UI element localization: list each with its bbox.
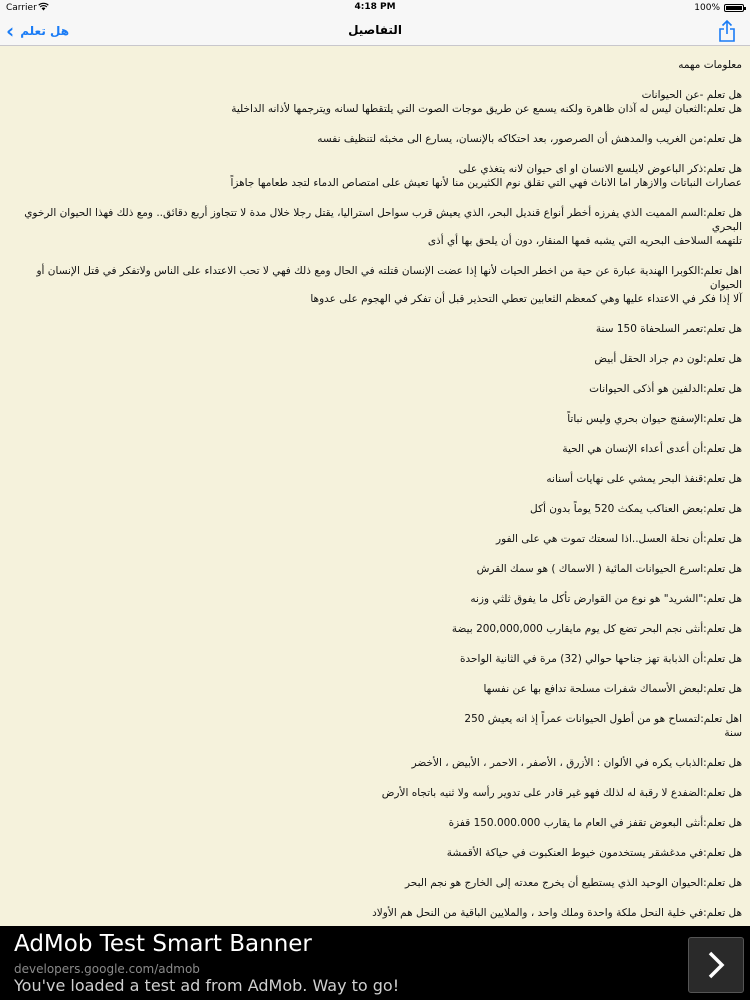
fact-paragraph: هل تعلم:أن نحلة العسل..اذا لسعتك تموت هي على الفور [496,533,742,545]
clock: 4:18 PM [354,2,396,12]
fact-paragraph: اهل تعلم:لتمساح هو من أطول الحيوانات عمراً إذ انه يعيش 250 سنة [464,713,742,739]
fact-paragraph: اهل تعلم:الكوبرا الهندية عبارة عن حية من اخطر الحيات لأنها إذا عضت الإنسان قتلته في الحال ومع ذلك فهي لا تحب الاعتداء على الناس ولاتفكر في قتل الإنسان أو الحيوان آلا إذا فكر في الاعتداء عليها وهي كمعظم الثعابين تعطي التحذير قبل أن تفكر في الهجوم على عدوها [36,265,742,305]
ad-url[interactable]: developers.google.com/admob [14,962,200,976]
ad-message: You've loaded a test ad from AdMob. Way to go! [14,976,400,995]
fact-paragraph: هل تعلم:"الشريد" هو نوع من القوارض تأكل ما يفوق ثلثي وزنه [470,593,742,605]
battery-percentage: 100% [694,3,720,13]
fact-paragraph: هل تعلم:أن أعدى أعداء الإنسان هي الحية [562,443,742,455]
page-title: التفاصيل [348,23,402,37]
share-icon [716,19,738,43]
fact-paragraph: هل تعلم:قنفذ البحر يمشي على نهايات أسنانه [546,473,742,485]
fact-paragraph: هل تعلم:السم المميت الذي يفرزه أخطر أنواع قنديل البحر، الذي يعيش قرب سواحل استراليا، يقتل رجلا خلال مدة لا تتجاوز أربع دقائق.. ومع ذلك فهذا الحيوان الرخوي البحري تلتهمه السلاحف البحريه التي يشبه فمها المنقار، دون أن يلحق بها أي أذى [24,207,742,247]
fact-paragraph: هل تعلم:أنثى نجم البحر تضع كل يوم مايقارب 200,000,000 بيضة [451,623,742,635]
fact-paragraph: هل تعلم:في مدغشقر يستخدمون خيوط العنكبوت في حياكة الأقمشة [446,847,742,859]
fact-paragraph: هل تعلم:أنثى البعوض تقفز في العام ما يقارب 150.000.000 قفزة [448,817,742,829]
fact-paragraph: هل تعلم:الإسفنج حيوان بحري وليس نباتاً [567,413,742,425]
fact-paragraph: هل تعلم:الضفدع لا رقبة له لذلك فهو غير قادر على تدوير رأسه ولا ثنيه باتجاه الأرض [381,787,742,799]
carrier-label: Carrier [6,3,37,13]
fact-paragraph: هل تعلم:الدلفين هو أذكى الحيوانات [589,383,742,395]
fact-paragraph: هل تعلم:الحيوان الوحيد الذي يستطيع أن يخرج معدته إلى الخارج هو نجم البحر [405,877,742,889]
fact-paragraph: هل تعلم:الذباب يكره في الألوان : الأزرق ، الأصفر ، الاحمر ، الأبيض ، الأخضر [411,757,742,769]
status-bar [0,0,750,16]
fact-paragraph: هل تعلم:اسرع الحيوانات المائية ( الاسماك ) هو سمك القرش [476,563,742,575]
fact-paragraph: هل تعلم:بعض العناكب يمكث 520 يوماً بدون أكل [530,503,742,515]
fact-paragraph: هل تعلم -عن الحيوانات هل تعلم:الثعبان ليس له آذان ظاهرة ولكنه يسمع عن طريق موجات الصوت التي يلتقطها لسانه ويترجمها لأذانه الداخلية [231,89,742,115]
ad-open-button[interactable] [688,937,744,993]
fact-paragraph: هل تعلم:أن الذبابة تهز جناحها حوالي (32) مرة في الثانية الواحدة [460,653,742,665]
fact-paragraph: هل تعلم:ذكر الباعوض لايلسع الانسان او اى حيوان لانه يتغذي على عصارات النباتات والازهار اما الاناث فهي التي تقلق نوم الكثيرين منا لأنها تعيش على امتصاص الدماء لتجد طعامها جاهزاً [230,163,742,189]
fact-paragraph: هل تعلم:لبعض الأسماك شفرات مسلحة تدافع بها عن نفسها [483,683,742,695]
ad-banner[interactable] [0,926,750,1000]
chevron-right-icon [704,949,728,981]
fact-paragraph: هل تعلم:تعمر السلحفاة 150 سنة [595,323,742,335]
battery-icon [724,4,744,12]
chevron-left-icon: ‹ [6,19,15,43]
section-heading: معلومات مهمه [678,59,742,71]
fact-paragraph: هل تعلم:من الغريب والمدهش أن الصرصور، بعد احتكاكه بالإنسان، يسارع الى مخبئه لتنظيف نفسه [317,133,742,145]
details-content[interactable] [0,46,750,926]
ad-title: AdMob Test Smart Banner [14,931,312,957]
navigation-bar [0,16,750,46]
share-button[interactable] [716,19,738,43]
back-button-label: هل تعلم [20,24,70,38]
fact-paragraph: هل تعلم:لون دم جراد الحقل أبيض [594,353,742,365]
fact-paragraph: هل تعلم:في خلية النحل ملكة واحدة وملك واحد ، والملايين الباقية من النحل هم الأولاد [372,907,742,919]
